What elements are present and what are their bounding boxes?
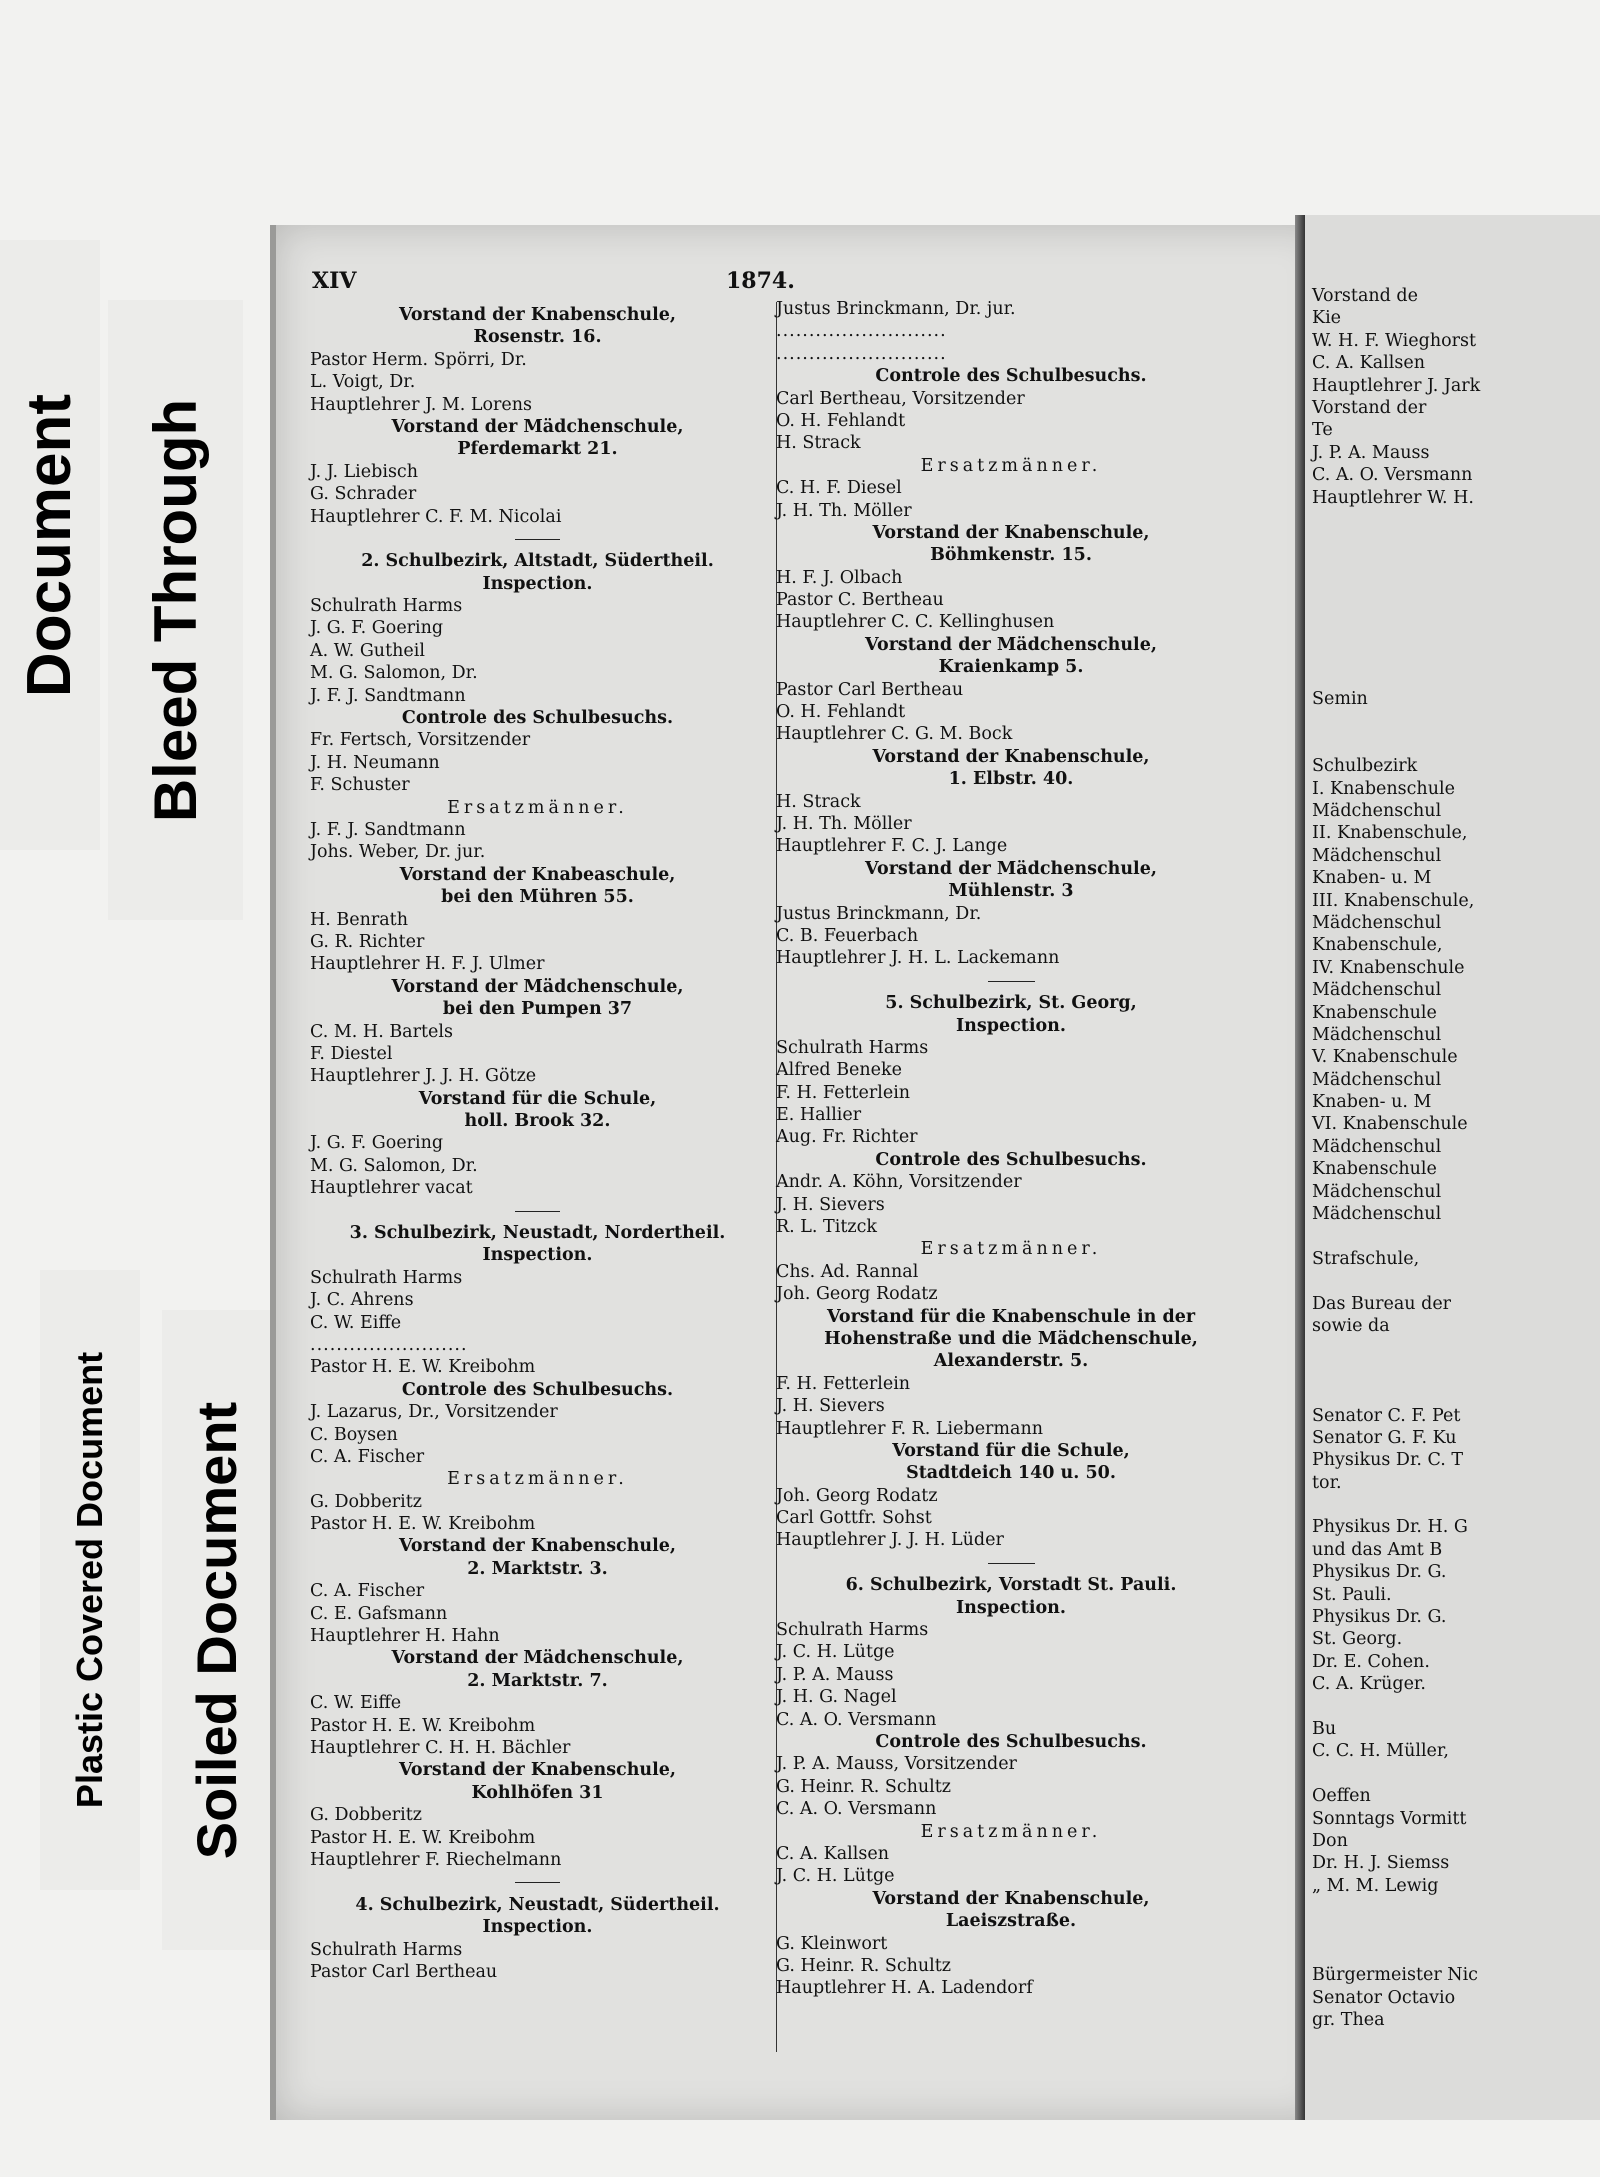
list-item: C. A. O. Versmann [776,1709,937,1730]
list-item: J. P. A. Mauss, Vorsitzender [776,1754,1017,1775]
list-item: Pastor Carl Bertheau [310,1961,498,1982]
list-item: J. C. H. Lütge [776,1866,895,1887]
list-item: Don [1312,1830,1348,1851]
list-item: F. Diestel [310,1043,393,1064]
section-heading: Vorstand der Knabeaschule, [399,864,676,885]
list-item: Strafschule, [1312,1248,1420,1269]
list-item: Hauptlehrer H. F. J. Ulmer [310,954,545,975]
list-item: Senator Octavio [1312,1987,1456,2008]
section-heading: Laeiszstraße. [945,1911,1077,1932]
section-heading: 4. Schulbezirk, Neustadt, Südertheil. [355,1894,720,1915]
section-heading: Vorstand der Knabenschule, [398,1536,677,1557]
section-heading: Alexanderstr. 5. [933,1351,1089,1372]
section-rule [776,970,1246,992]
dotted-placeholder: .......................... [776,343,947,364]
section-heading: Controle des Schulbesuchs. [875,366,1147,387]
section-heading: Vorstand der Mädchenschule, [865,634,1157,655]
section-heading: Stadtdeich 140 u. 50. [906,1463,1116,1484]
list-item: L. Voigt, Dr. [310,372,416,393]
section-heading: Hohenstraße und die Mädchenschule, [824,1328,1198,1349]
list-item: R. L. Titzck [776,1217,877,1238]
section-heading: holl. Brook 32. [464,1111,611,1132]
list-item: Physikus Dr. G. [1312,1607,1447,1628]
section-heading: Pferdemarkt 21. [457,439,618,460]
list-item: C. Boysen [310,1424,398,1445]
list-item: Kie [1312,308,1342,329]
list-item: V. Knabenschule [1312,1047,1458,1068]
section-heading: bei den Pumpen 37 [442,999,633,1020]
list-item: Ersatzmänner. [447,1469,628,1490]
list-item: J. C. H. Lütge [776,1642,895,1663]
list-item: G. Dobberitz [310,1805,423,1826]
list-item: Mädchenschul [1312,1069,1442,1090]
list-item [1312,733,1480,755]
list-item: C. H. F. Diesel [776,478,902,499]
list-item: Physikus Dr. H. G [1312,1517,1468,1538]
list-item [1312,1920,1480,1942]
facing-page-column [1312,285,1480,2031]
list-item: III. Knabenschule, [1312,890,1475,911]
list-item: Pastor Herm. Spörri, Dr. [310,349,527,370]
list-item: Physikus Dr. G. [1312,1562,1447,1583]
list-item: C. E. Gafsmann [310,1603,448,1624]
section-rule [310,1200,765,1222]
list-item: J. F. J. Sandtmann [310,685,466,706]
list-item: J. G. F. Goering [310,618,444,639]
list-item: „ M. M. Lewig [1312,1875,1439,1896]
list-item: und das Amt B [1312,1539,1443,1560]
list-item [1312,1270,1480,1292]
section-heading: Inspection. [955,1015,1066,1036]
list-item: Senator C. F. Pet [1312,1405,1461,1426]
page-gutter [1295,215,1305,2120]
list-item: C. W. Eiffe [310,1312,402,1333]
list-item: Carl Gottfr. Sohst [776,1508,932,1529]
list-item: J. H. Th. Möller [776,813,912,834]
list-item: G. Kleinwort [776,1933,888,1954]
list-item: Vorstand der [1312,397,1427,418]
year-heading: 1874. [726,268,795,294]
list-item: J. H. Sievers [776,1396,885,1417]
section-heading: Böhmkenstr. 15. [930,545,1092,566]
list-item: gr. Thea [1312,2010,1385,2031]
section-heading: Vorstand für die Knabenschule in der [826,1306,1196,1327]
list-item: Schulrath Harms [310,596,463,617]
list-item: Hauptlehrer H. A. Ladendorf [776,1978,1033,1999]
list-item [1312,1696,1480,1718]
section-heading: Controle des Schulbesuchs. [401,708,674,729]
list-item: Schulrath Harms [310,1267,463,1288]
list-item: C. A. Fischer [310,1581,425,1602]
section-heading: Controle des Schulbesuchs. [401,1379,674,1400]
list-item: Mädchenschul [1312,1136,1442,1157]
section-heading: Controle des Schulbesuchs. [875,1149,1147,1170]
list-item: J. P. A. Mauss [1312,442,1430,463]
list-item [1312,710,1480,732]
list-item: Bürgermeister Nic [1312,1965,1478,1986]
section-rule [310,528,765,550]
list-item [1312,1897,1480,1919]
list-item: Senator G. F. Ku [1312,1427,1457,1448]
section-heading: Vorstand für die Schule, [892,1440,1130,1461]
list-item: H. Benrath [310,909,408,930]
list-item [1312,666,1480,688]
list-item: IV. Knabenschule [1312,957,1465,978]
list-item: Vorstand de [1312,286,1418,306]
list-item: Knabenschule [1312,1159,1437,1180]
list-item: St. Georg. [1312,1629,1403,1650]
list-item [1312,1942,1480,1964]
list-item: J. J. Liebisch [310,461,418,482]
list-item [1312,643,1480,665]
list-item: Andr. A. Köhn, Vorsitzender [776,1172,1022,1193]
section-heading: 1. Elbstr. 40. [948,769,1074,790]
list-item: Pastor H. E. W. Kreibohm [310,1514,536,1535]
list-item: Semin [1312,689,1368,710]
left-text-column [310,304,765,1983]
list-item: C. B. Feuerbach [776,925,919,946]
list-item: Hauptlehrer J. J. H. Götze [310,1066,537,1087]
list-item: F. H. Fetterlein [776,1373,911,1394]
list-item: E. Hallier [776,1105,862,1126]
list-item: Ersatzmänner. [920,455,1102,476]
list-item: A. W. Gutheil [310,640,425,661]
list-item: Hauptlehrer F. R. Liebermann [776,1418,1043,1439]
list-item: J. H. Th. Möller [776,500,912,521]
list-item: Joh. Georg Rodatz [776,1485,938,1506]
list-item: Chs. Ad. Rannal [776,1261,919,1282]
list-item: J. Lazarus, Dr., Vorsitzender [310,1402,558,1423]
list-item: G. Heinr. R. Schultz [776,1776,952,1797]
section-heading: Inspection. [482,1245,593,1266]
section-heading: Vorstand der Mädchenschule, [865,858,1157,879]
list-item [1312,1225,1480,1247]
list-item [1312,576,1480,598]
list-item: Mädchenschul [1312,1204,1442,1225]
list-item: Justus Brinckmann, Dr. [776,903,982,924]
list-item: Hauptlehrer F. Riechelmann [310,1849,562,1870]
list-item: Mädchenschul [1312,1181,1442,1202]
list-item: VI. Knabenschule [1312,1114,1468,1135]
list-item: O. H. Fehlandt [776,702,906,723]
list-item [1312,1494,1480,1516]
list-item: Hauptlehrer C. G. M. Bock [776,724,1013,745]
list-item: I. Knabenschule [1312,778,1455,799]
section-heading: 6. Schulbezirk, Vorstadt St. Pauli. [845,1575,1177,1596]
section-heading: Kohlhöfen 31 [471,1782,604,1803]
list-item: Pastor H. E. W. Kreibohm [310,1357,536,1378]
list-item: J. P. A. Mauss [776,1664,894,1685]
bleed-through-label: Bleed Through [142,398,209,822]
list-item: Sonntags Vormitt [1312,1808,1467,1829]
list-item: Johs. Weber, Dr. jur. [310,842,486,863]
section-heading: 2. Schulbezirk, Altstadt, Südertheil. [361,551,714,572]
list-item: Schulbezirk [1312,756,1418,777]
list-item: Hauptlehrer J. Jark [1312,375,1481,396]
section-heading: 5. Schulbezirk, St. Georg, [885,993,1137,1014]
list-item: M. G. Salomon, Dr. [310,1155,478,1176]
list-item: Hauptlehrer C. C. Kellinghusen [776,612,1055,633]
bleed-through-label-panel [108,300,243,920]
list-item: Knaben- u. M [1312,868,1432,889]
list-item: Ersatzmänner. [447,797,628,818]
section-heading: Inspection. [955,1597,1066,1618]
list-item: Dr. E. Cohen. [1312,1651,1430,1672]
list-item: Knabenschule, [1312,935,1443,956]
list-item: Schulrath Harms [776,1620,929,1641]
list-item: Hauptlehrer H. Hahn [310,1626,500,1647]
list-item: Te [1312,420,1333,441]
list-item: C. A. Kallsen [1312,353,1425,374]
list-item: G. R. Richter [310,931,425,952]
list-item: Hauptlehrer W. H. [1312,487,1474,508]
list-item: C. A. Fischer [310,1446,425,1467]
section-heading: 2. Marktstr. 3. [467,1558,608,1579]
document-label-panel [0,240,100,850]
list-item: G. Schrader [310,484,417,505]
section-heading: Vorstand der Mädchenschule, [391,976,684,997]
list-item: C. M. H. Bartels [310,1021,453,1042]
list-item: C. A. Krüger. [1312,1674,1426,1695]
list-item: H. Strack [776,791,861,812]
list-item: Pastor H. E. W. Kreibohm [310,1827,536,1848]
list-item: St. Pauli. [1312,1584,1392,1605]
list-item [1312,554,1480,576]
list-item: F. Schuster [310,775,410,796]
soiled-label: Soiled Document [185,1401,249,1859]
list-item: J. H. Neumann [310,752,440,773]
list-item [1312,621,1480,643]
list-item: Hauptlehrer C. F. M. Nicolai [310,506,562,527]
list-item: Pastor C. Bertheau [776,590,944,611]
list-item: Physikus Dr. C. T [1312,1450,1464,1471]
list-item: Mädchenschul [1312,845,1442,866]
list-item: H. F. J. Olbach [776,567,903,588]
list-item: Schulrath Harms [776,1037,929,1058]
list-item: C. C. H. Müller, [1312,1741,1449,1762]
list-item: J. H. G. Nagel [776,1687,897,1708]
list-item: C. A. O. Versmann [776,1799,937,1820]
soiled-label-panel [162,1310,272,1950]
section-heading: Inspection. [482,573,593,594]
list-item [1312,509,1480,531]
section-rule [776,1552,1246,1574]
list-item: Joh. Georg Rodatz [776,1284,938,1305]
section-heading: 2. Marktstr. 7. [467,1670,608,1691]
section-heading: Vorstand der Knabenschule, [398,305,677,325]
section-heading: Vorstand der Knabenschule, [872,746,1150,767]
list-item: C. W. Eiffe [310,1693,402,1714]
list-item: Fr. Fertsch, Vorsitzender [310,730,531,751]
list-item: tor. [1312,1472,1342,1493]
list-item: H. Strack [776,433,861,454]
list-item: Pastor Carl Bertheau [776,679,964,700]
list-item: Mädchenschul [1312,800,1442,821]
section-heading: Mühlenstr. 3 [948,881,1074,902]
plastic-covered-label-panel [40,1270,140,1890]
list-item: Hauptlehrer J. J. H. Lüder [776,1530,1004,1551]
section-heading: Vorstand für die Schule, [418,1088,657,1109]
list-item: Schulrath Harms [310,1939,463,1960]
list-item: O. H. Fehlandt [776,410,906,431]
list-item: II. Knabenschule, [1312,823,1468,844]
section-heading: Vorstand der Mädchenschule, [391,1648,684,1669]
list-item: sowie da [1312,1315,1390,1336]
plastic-covered-label: Plastic Covered Document [69,1351,111,1809]
section-heading: Controle des Schulbesuchs. [875,1732,1147,1752]
list-item: Alfred Beneke [776,1060,903,1081]
list-item: Oeffen [1312,1786,1371,1807]
list-item [1312,1360,1480,1382]
section-heading: Inspection. [482,1917,593,1938]
list-item: Knaben- u. M [1312,1092,1432,1113]
list-item: Mädchenschul [1312,912,1442,933]
list-item: J. G. F. Goering [310,1133,444,1154]
section-heading: bei den Mühren 55. [441,887,634,908]
section-heading: Rosenstr. 16. [473,327,602,348]
right-text-column [776,298,1246,2000]
list-item: Aug. Fr. Richter [776,1127,918,1148]
section-heading: Vorstand der Knabenschule, [872,522,1150,543]
list-item: F. H. Fetterlein [776,1082,911,1103]
list-item: Carl Bertheau, Vorsitzender [776,388,1025,409]
list-item: G. Heinr. R. Schultz [776,1955,952,1976]
list-item: Bu [1312,1719,1337,1739]
list-item: J. C. Ahrens [310,1290,414,1311]
list-item [1312,1382,1480,1404]
list-item: M. G. Salomon, Dr. [310,663,478,684]
page-numeral: XIV [312,268,357,294]
dotted-placeholder: .......................... [776,321,947,342]
list-item: Hauptlehrer F. C. J. Lange [776,836,1008,857]
section-heading: Vorstand der Mädchenschule, [391,416,684,437]
list-item: Hauptlehrer J. M. Lorens [310,394,533,415]
list-item [1312,1763,1480,1785]
list-item: Hauptlehrer J. H. L. Lackemann [776,948,1060,969]
document-label: Document [15,393,85,697]
section-heading: Kraienkamp 5. [938,657,1084,678]
list-item: C. A. Kallsen [776,1843,889,1864]
list-item: Pastor H. E. W. Kreibohm [310,1715,536,1736]
dotted-placeholder: ........................ [310,1334,468,1355]
list-item: Ersatzmänner. [920,1821,1102,1842]
list-item: Dr. H. J. Siemss [1312,1853,1450,1874]
list-item: Knabenschule [1312,1002,1437,1023]
list-item: Hauptlehrer C. H. H. Bächler [310,1738,571,1758]
list-item [1312,531,1480,553]
list-item: Mädchenschul [1312,980,1442,1001]
section-heading: Vorstand der Knabenschule, [398,1760,677,1781]
list-item: Justus Brinckmann, Dr. jur. [776,299,1016,319]
list-item: Mädchenschul [1312,1024,1442,1045]
list-item [1312,598,1480,620]
section-rule [310,1871,765,1893]
list-item: Hauptlehrer vacat [310,1178,473,1199]
section-heading: Vorstand der Knabenschule, [872,1888,1150,1909]
section-heading: 3. Schulbezirk, Neustadt, Nordertheil. [349,1223,726,1244]
list-item: J. H. Sievers [776,1194,885,1215]
list-item: G. Dobberitz [310,1491,423,1512]
list-item: W. H. F. Wieghorst [1312,330,1477,351]
list-item: Ersatzmänner. [920,1239,1102,1260]
list-item: J. F. J. Sandtmann [310,819,466,840]
list-item: Das Bureau der [1312,1293,1452,1314]
list-item [1312,1337,1480,1359]
list-item: C. A. O. Versmann [1312,465,1473,486]
